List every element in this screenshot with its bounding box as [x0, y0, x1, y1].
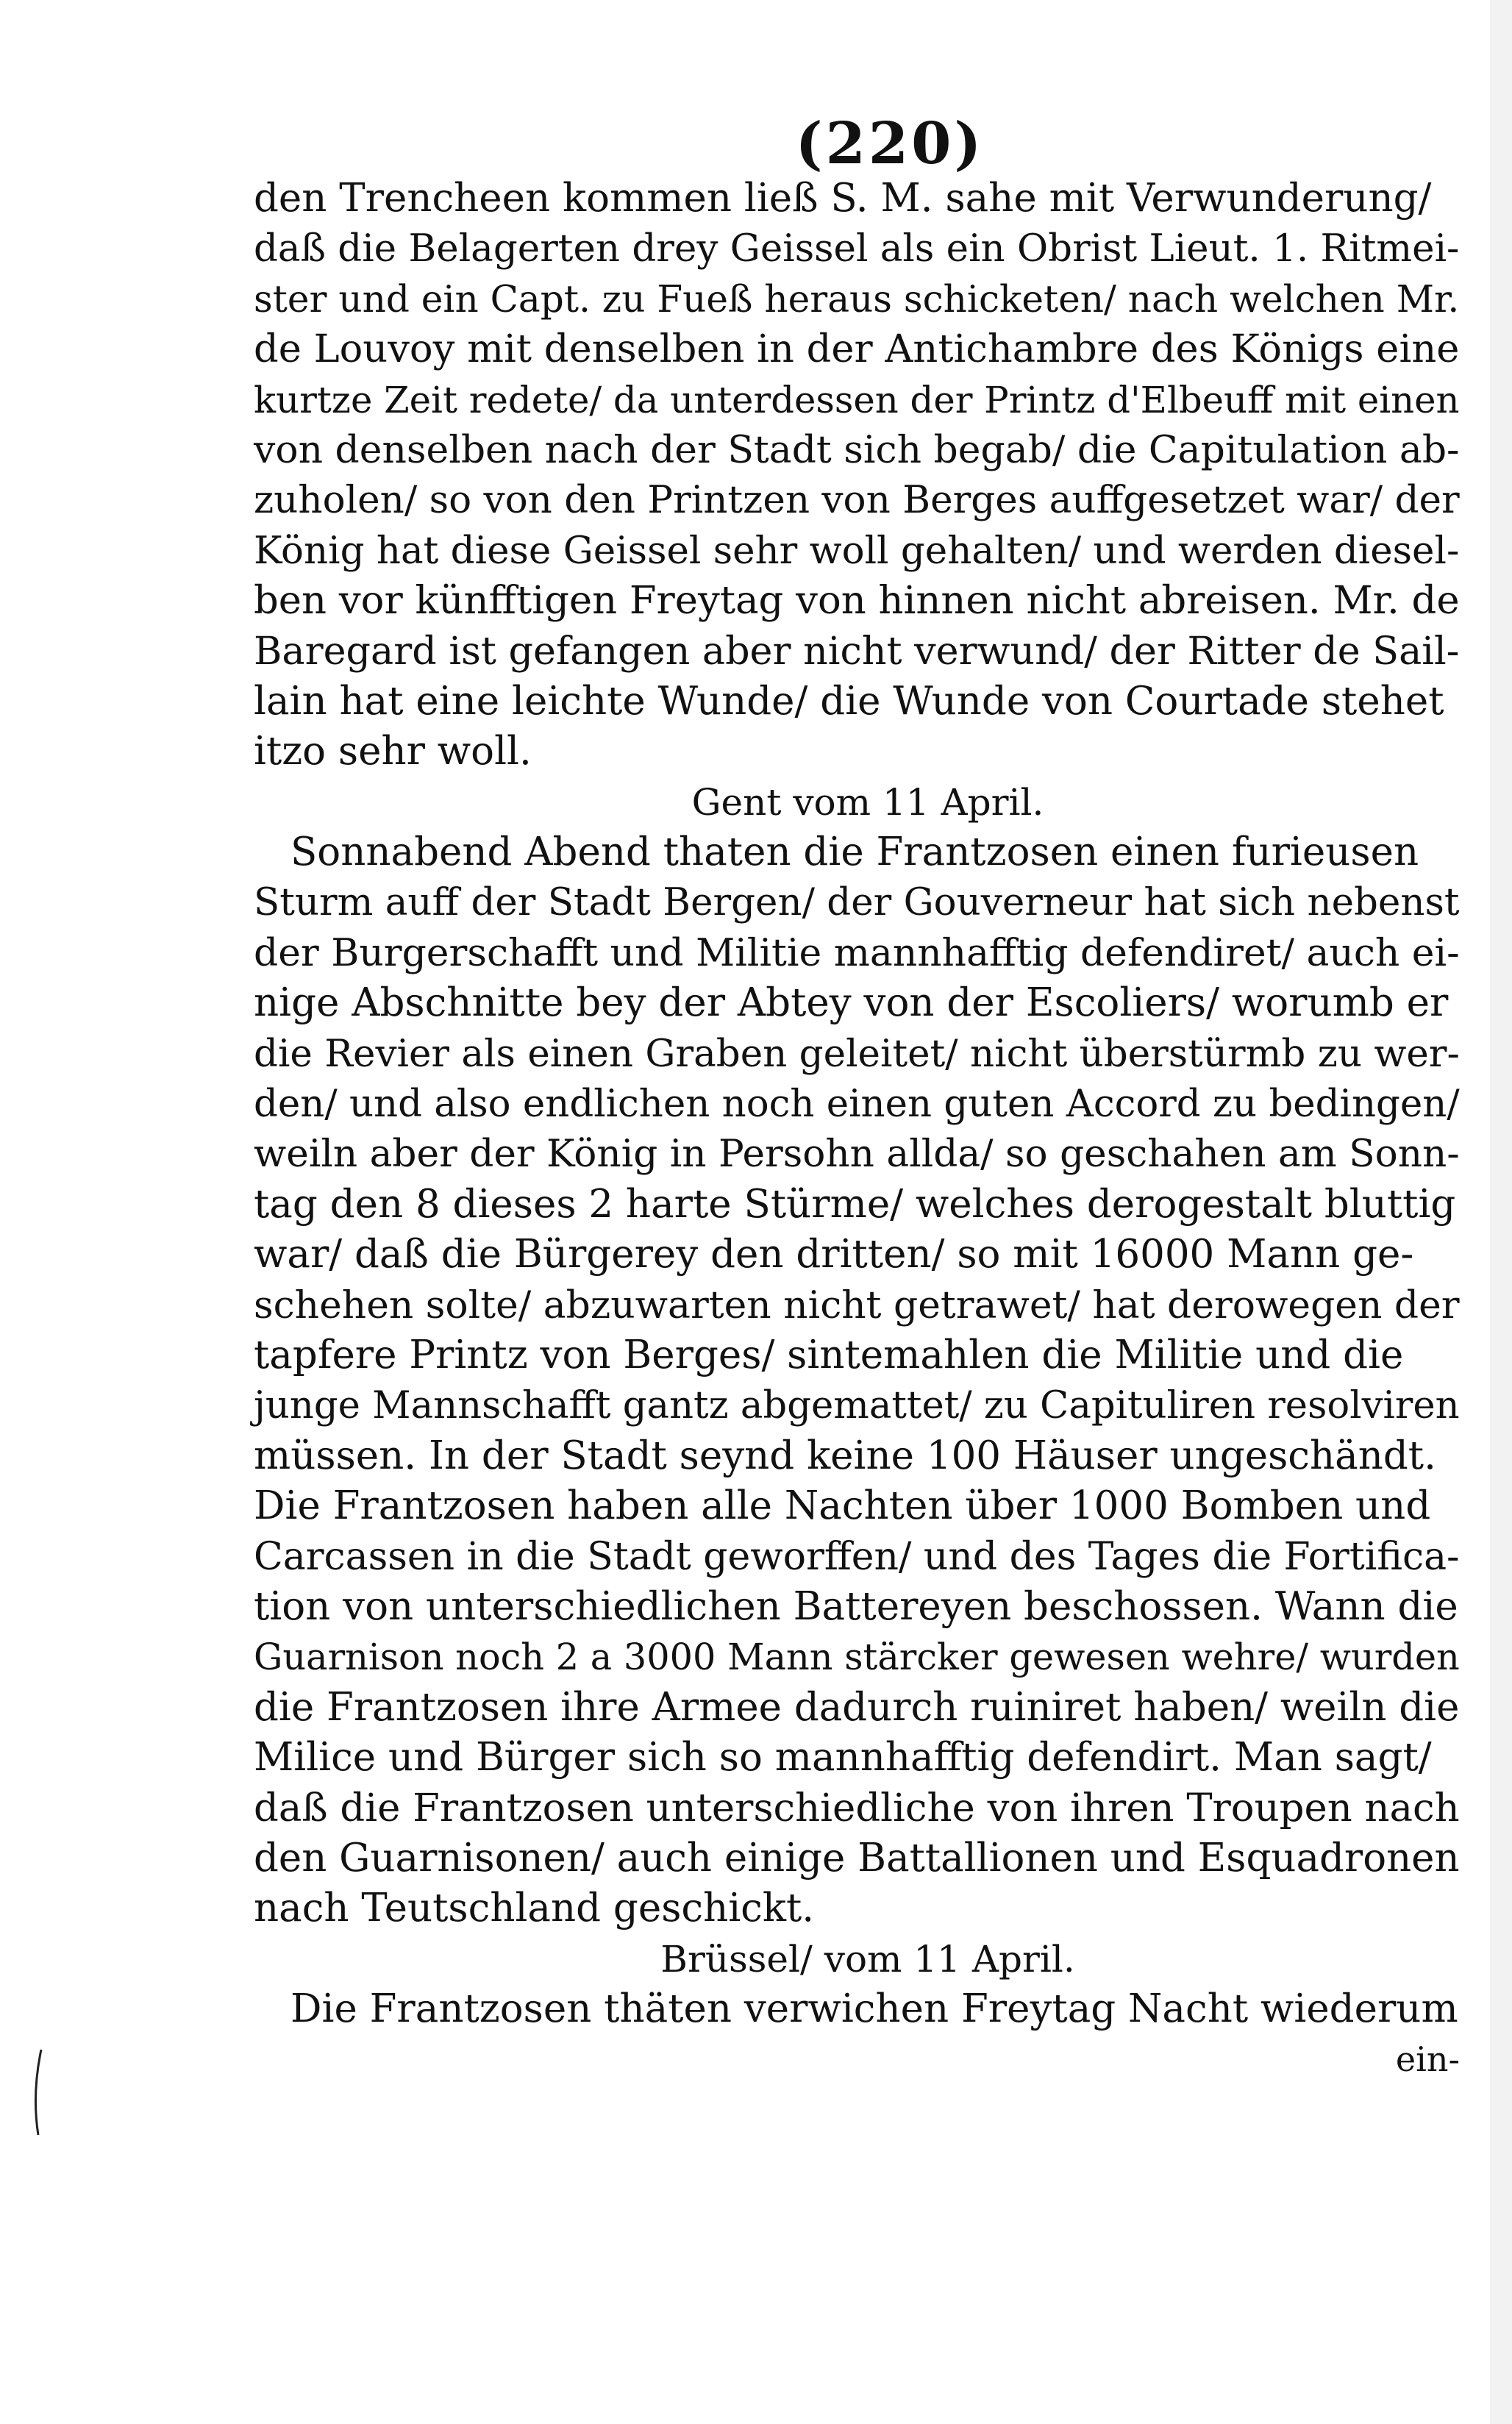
- text-line: kurtze Zeit redete/ da unterdessen der Printz d'Elbeuff mit einen: [254, 378, 1460, 421]
- text-line: Die Frantzosen haben alle Nachten über 1000 Bomben und: [254, 1483, 1431, 1529]
- margin-mark: [31, 2048, 46, 2136]
- text-line: itzo sehr woll.: [254, 729, 532, 774]
- text-line: daß die Belagerten drey Geissel als ein Obrist Lieut. 1. Ritmei-: [254, 227, 1460, 271]
- body-text: [254, 174, 1482, 2085]
- text-line: tapfere Printz von Berges/ sintemahlen die Militie und die: [254, 1332, 1404, 1377]
- text-line: lain hat eine leichte Wunde/ die Wunde von Courtade stehet: [254, 678, 1444, 724]
- text-line: schehen solte/ abzuwarten nicht getrawet/ hat derowegen der: [254, 1283, 1460, 1327]
- text-line: tag den 8 dieses 2 harte Stürme/ welches derogestalt bluttig: [254, 1181, 1456, 1227]
- text-line: Sonnabend Abend thaten die Frantzosen einen furieusen: [290, 830, 1419, 875]
- text-line: junge Mannschafft gantz abgemattet/ zu Capituliren resolviren: [254, 1383, 1460, 1428]
- text-line: die Frantzosen ihre Armee dadurch ruiniret haben/ weiln die: [254, 1684, 1460, 1730]
- text-line: König hat diese Geissel sehr woll gehalten/ und werden diesel-: [254, 528, 1460, 573]
- text-line: von denselben nach der Stadt sich begab/ die Capitulation ab-: [254, 427, 1460, 472]
- section-heading-gent: Gent vom 11 April.: [691, 780, 1044, 824]
- text-line: Die Frantzosen thäten verwichen Freytag Nacht wiederum: [290, 1986, 1458, 2032]
- text-line: Guarnison noch 2 a 3000 Mann stärcker gewesen wehre/ wurden: [254, 1636, 1460, 1679]
- page-number: (220): [795, 110, 985, 177]
- text-line: daß die Frantzosen unterschiedliche von ihren Troupen nach: [254, 1785, 1460, 1831]
- text-line: ster und ein Capt. zu Fueß heraus schicketen/ nach welchen Mr.: [254, 277, 1460, 321]
- text-line: den/ und also endlichen noch einen guten Accord zu bedingen/: [254, 1082, 1460, 1127]
- text-line: ben vor künfftigen Freytag von hinnen nicht abreisen. Mr. de: [254, 578, 1460, 624]
- text-line: nige Abschnitte bey der Abtey von der Escoliers/ worumb er: [254, 980, 1449, 1026]
- text-line: tion von unterschiedlichen Battereyen beschossen. Wann die: [254, 1583, 1458, 1629]
- catchword: ein-: [1395, 2039, 1460, 2080]
- text-line: den Guarnisonen/ auch einige Battallionen und Esquadronen: [254, 1835, 1460, 1881]
- text-line: Milice und Bürger sich so mannhafftig defendirt. Man sagt/: [254, 1735, 1432, 1780]
- section-heading-bruessel: Brüssel/ vom 11 April.: [660, 1937, 1075, 1981]
- text-line: Baregard ist gefangen aber nicht verwund/ der Ritter de Sail-: [254, 628, 1460, 674]
- text-line: Sturm auff der Stadt Bergen/ der Gouverneur hat sich nebenst: [254, 880, 1460, 925]
- text-line: die Revier als einen Graben geleitet/ nicht überstürmb zu wer-: [254, 1031, 1460, 1076]
- text-line: Carcassen in die Stadt geworffen/ und des Tages die Fortifica-: [254, 1534, 1460, 1579]
- text-line: nach Teutschland geschickt.: [254, 1886, 815, 1931]
- text-line: müssen. In der Stadt seynd keine 100 Häuser ungeschändt.: [254, 1433, 1436, 1478]
- text-line: de Louvoy mit denselben in der Antichambre des Königs eine: [254, 327, 1460, 372]
- text-line: den Trencheen kommen ließ S. M. sahe mit Verwunderung/: [254, 176, 1432, 221]
- page-edge-shadow: [1490, 0, 1512, 2424]
- text-line: zuholen/ so von den Printzen von Berges auffgesetzet war/ der: [254, 478, 1460, 523]
- text-line: weiln aber der König in Persohn allda/ so geschahen am Sonn-: [254, 1132, 1460, 1177]
- text-line: der Burgerschafft und Militie mannhafftig defendiret/ auch ei-: [254, 930, 1460, 975]
- text-line: war/ daß die Bürgerey den dritten/ so mit 16000 Mann ge-: [254, 1232, 1414, 1277]
